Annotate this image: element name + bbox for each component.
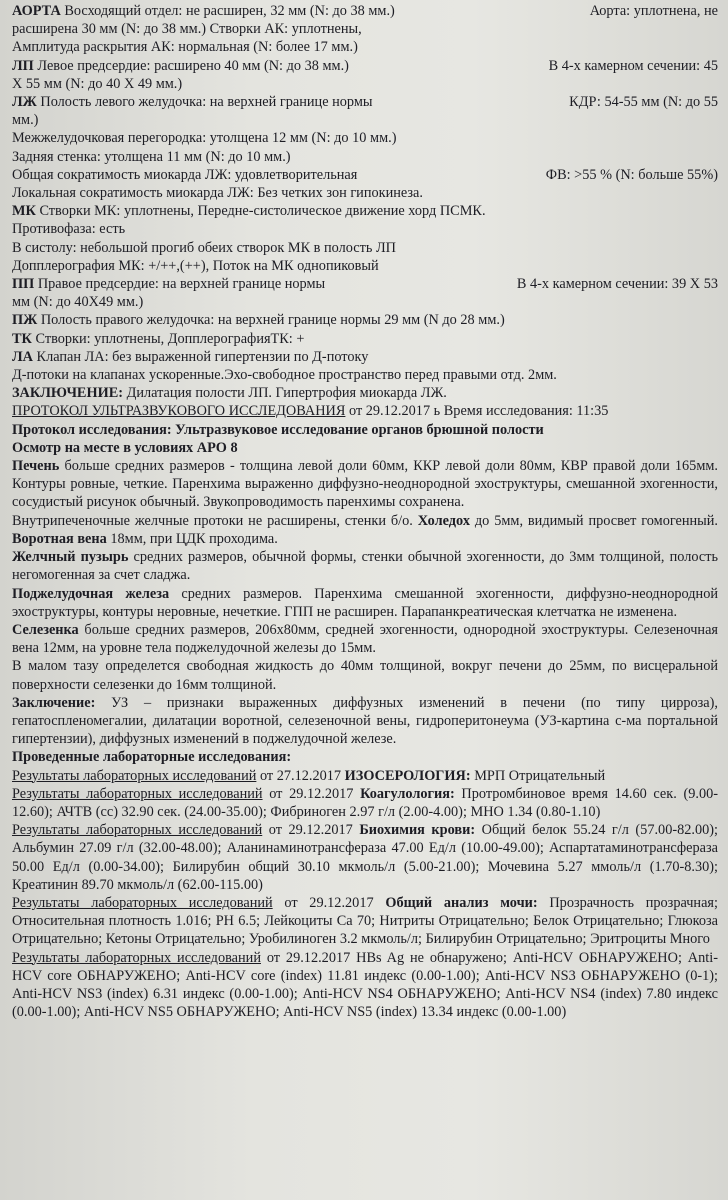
doppler-flows-text: Д-потоки на клапанах ускоренные.Эхо-свободное пространство перед правыми отд. 2мм. (12, 367, 557, 384)
lab-date: от 29.12.2017 (262, 785, 361, 802)
mitral-doppler-text: Допплерография МК: +/++,(++), Поток на МК однопиковый (12, 257, 379, 274)
lab-result-label: Результаты лабораторных исследований (12, 949, 261, 966)
choledoch-label: Холедох (417, 512, 470, 529)
isoserology-title: ИЗОСЕРОЛОГИЯ: (344, 767, 471, 784)
left-atrium-label: ЛП (12, 57, 34, 74)
lab-result-coagulology (12, 785, 718, 821)
us-conclusion-label: Заключение: (12, 694, 96, 711)
mitral-valve-line (12, 202, 718, 220)
right-atrium-text: Правое предсердие: на верхней границе нормы (34, 276, 326, 293)
lab-result-biochemistry (12, 821, 718, 894)
left-ventricle-line (12, 93, 718, 111)
right-atrium-4ch-text: В 4-х камерном сечении: 39 Х 53 (516, 276, 718, 293)
liver-label: Печень (12, 458, 60, 475)
spleen-paragraph (12, 621, 718, 657)
right-ventricle-label: ПЖ (12, 312, 38, 329)
aorta-label: АОРТА (12, 3, 61, 19)
urinalysis-title: Общий анализ мочи: (385, 894, 538, 911)
contractility-line (12, 166, 718, 184)
us-conclusion (12, 694, 718, 749)
echo-conclusion-text: Дилатация полости ЛП. Гипертрофия миокарда ЛЖ. (123, 385, 447, 402)
coagulology-text: Протромбиновое время 14.60 сек. (9.00-12.60); АЧТВ (сс) 32.90 сек. (24.00-35.00); Фибриноген 2.97 г/л (2.00-4.00); МНО 1.34 (0.80-1.10) (12, 785, 718, 820)
pelvis-paragraph: В малом тазу определется свободная жидкость до 40мм толщиной, вокруг печени до 25мм, по висцеральной поверхности селезенки до 16мм толщиной. (12, 658, 718, 693)
portal-vein-text: 18мм, при ЦДК проходима. (106, 530, 278, 547)
left-ventricle-label: ЛЖ (12, 94, 37, 111)
aorta-line-1 (12, 2, 718, 20)
us-protocol-date-time: от 29.12.2017 ь Время исследования: 11:35 (345, 403, 609, 420)
left-atrium-dimensions: Х 55 мм (N: до 40 Х 49 мм.) (12, 75, 183, 92)
lab-date: от 29.12.2017 (262, 822, 360, 839)
portal-vein-label: Воротная вена (12, 530, 107, 547)
lab-date: от 27.12.2017 (256, 767, 345, 784)
lab-result-label: Результаты лабораторных исследований (12, 767, 257, 784)
ducts-paragraph (12, 512, 718, 548)
septum-text: Межжелудочковая перегородка: утолщена 12 мм (N: до 10 мм.) (12, 130, 397, 147)
biochemistry-text: Общий белок 55.24 г/л (57.00-82.00); Альбумин 27.09 г/л (32.00-48.00); Аланинаминотрансфераза 47.00 Ед/л (10.00-49.00); Аспартатаминотрансфераза 50.00 Ед/л (0.00-34.00); Билирубин общий 30.10 мкмоль/л (5.00-21.00); Мочевина 5.27 ммоль/л (1.70-8.30); Креатинин 89.70 мкмоль/л (62.00-115.00) (12, 822, 718, 893)
edd-text: КДР: 54-55 мм (N: до 55 (569, 94, 718, 111)
pancreas-label: Поджелудочная железа (12, 585, 170, 602)
tricuspid-text: Створки: уплотнены, ДопплерографияТК: + (31, 330, 305, 347)
aorta-right-text: Аорта: уплотнена, не (589, 3, 718, 19)
echo-conclusion (12, 384, 718, 402)
tricuspid-label: ТК (12, 330, 32, 347)
gallbladder-label: Желчный пузырь (12, 549, 129, 566)
ducts-text: Внутрипеченочные желчные протоки не расширены, стенки б/о. (12, 512, 418, 529)
us-conclusion-text: УЗ – признаки выраженных диффузных изменений в печени (по типу цирроза), гепатоспленомегалии, дилатации воротной, селезеночной вены, гидроперитонеума (УЗ-картина с-ма портальной гипертензии), диффузных изменений в поджелудочной железе. (12, 694, 718, 748)
left-atrium-line (12, 57, 718, 75)
spleen-label: Селезенка (12, 621, 79, 638)
lab-heading: Проведенные лабораторные исследования: (12, 749, 292, 766)
lab-result-urinalysis (12, 894, 718, 949)
pancreas-paragraph (12, 585, 718, 621)
aorta-line-2: расширена 30 мм (N: до 38 мм.) Створки АК: уплотнены, (12, 21, 362, 38)
lab-result-label: Результаты лабораторных исследований (12, 785, 263, 802)
coagulology-title: Коагулология: (360, 785, 455, 802)
left-ventricle-text: Полость левого желудочка: на верхней границе нормы (36, 94, 373, 111)
gallbladder-paragraph (12, 548, 718, 584)
spleen-text: больше средних размеров, 206х80мм, средней эхогенности, однородной эхоструктуры. Селезеночная вена 12мм, на уровне тела поджелудочной железы до 15мм. (12, 621, 718, 657)
lab-date: от 29.12.2017 (272, 894, 386, 911)
right-ventricle-text: Полость правого желудочка: на верхней границе нормы 29 мм (N до 28 мм.) (37, 312, 505, 329)
local-contractility-text: Локальная сократимость миокарда ЛЖ: Без четких зон гипокинеза. (12, 185, 423, 202)
lab-result-isoserology (12, 767, 718, 785)
echo-conclusion-label: ЗАКЛЮЧЕНИЕ: (12, 385, 124, 402)
choledoch-text: до 5мм, видимый просвет гомогенный. (469, 512, 719, 529)
posterior-wall-text: Задняя стенка: утолщена 11 мм (N: до 10 мм.) (12, 148, 291, 165)
pulmonary-text: Клапан ЛА: без выраженной гипертензии по Д-потоку (32, 348, 369, 365)
us-protocol-line (12, 421, 718, 439)
aorta-ascending-text: Восходящий отдел: не расширен, 32 мм (N: до 38 мм.) (60, 3, 395, 19)
liver-paragraph (12, 457, 718, 512)
left-atrium-4ch-text: В 4-х камерном сечении: 45 (548, 57, 718, 74)
us-place: Осмотр на месте в условиях АРО 8 (12, 439, 238, 456)
isoserology-text: МРП Отрицательный (470, 767, 606, 784)
us-protocol-label: Протокол исследования: (12, 421, 172, 438)
us-protocol-header (12, 402, 718, 420)
pulmonary-label: ЛА (12, 348, 33, 365)
lab-date: от 29.12.2017 (260, 949, 357, 966)
left-ventricle-unit: мм.) (12, 112, 39, 129)
lab-result-hepatitis (12, 949, 718, 1022)
mitral-valve-label: МК (12, 203, 36, 220)
pulmonary-line (12, 348, 718, 366)
liver-text: больше средних размеров - толщина левой доли 60мм, ККР левой доли 80мм, КВР правой доли 165мм. Контуры ровные, четкие. Паренхима выраженно диффузно-неоднородной эхоструктуры, смешанной эхогенности, сосудистый рисунок обычный. Звукопроводимость паренхимы сохранена. (12, 458, 718, 511)
gallbladder-text: средних размеров, обычной формы, стенки обычной эхогенности, до 3мм толщиной, полость негомогенная за счет сладжа. (12, 549, 718, 584)
biochemistry-title: Биохимия крови: (359, 822, 476, 839)
lab-result-label: Результаты лабораторных исследований (12, 822, 263, 839)
tricuspid-line (12, 330, 718, 348)
left-atrium-text: Левое предсердие: расширено 40 мм (N: до 38 мм.) (33, 57, 349, 74)
right-ventricle-line (12, 311, 718, 329)
right-atrium-line (12, 275, 718, 293)
contractility-text: Общая сократимость миокарда ЛЖ: удовлетворительная (12, 166, 358, 183)
us-protocol-text: Ультразвуковое исследование органов брюшной полости (171, 421, 544, 438)
aortic-valve-amplitude: Амплитуда раскрытия АК: нормальная (N: более 17 мм.) (12, 39, 358, 56)
pancreas-text: средних размеров. Паренхима смешанной эхогенности, диффузно-неоднородной эхоструктуры, контуры неровные, нечеткие. ГПП не расширен. Парапанкреатическая клетчатка не изменена. (12, 585, 718, 620)
systole-text: В систолу: небольшой прогиб обеих створок МК в полость ЛП (12, 239, 396, 256)
hepatitis-text: HBs Ag не обнаружено; Anti-HCV ОБНАРУЖЕНО; Anti-HCV core ОБНАРУЖЕНО; Anti-HCV core (index) 11.81 индекс (0.00-1.00); Anti-HCV NS3 ОБНАРУЖЕНО (0-1); Anti-HCV NS3 (index) 6.31 индекс (0.00-1.00); Anti-HCV NS4 ОБНАРУЖЕНО; Anti-HCV NS4 (index) 7.80 индекс (0.00-1.00); Anti-HCV NS5 ОБНАРУЖЕНО; Anti-HCV NS5 (index) 13.34 индекс (0.00-1.00) (12, 949, 718, 1021)
lab-result-label: Результаты лабораторных исследований (12, 894, 273, 911)
mitral-valve-text: Створки МК: уплотнены, Передне-систолическое движение хорд ПСМК. (35, 203, 486, 220)
urinalysis-text: Прозрачность прозрачная; Относительная плотность 1.016; PH 6.5; Лейкоциты Са 70; Нитриты Отрицательно; Белок Отрицательно; Глюкоза Отрицательно; Кетоны Отрицательно; Уробилиноген 3.2 мкмоль/л; Билирубин Отрицательно; Эритроциты Много (12, 894, 718, 948)
right-atrium-norm: мм (N: до 40Х49 мм.) (12, 294, 144, 311)
us-protocol-title: ПРОТОКОЛ УЛЬТРАЗВУКОВОГО ИССЛЕДОВАНИЯ (12, 403, 346, 420)
antiphase-text: Противофаза: есть (12, 221, 126, 238)
ejection-fraction-text: ФВ: >55 % (N: больше 55%) (545, 166, 718, 183)
right-atrium-label: ПП (12, 276, 35, 293)
